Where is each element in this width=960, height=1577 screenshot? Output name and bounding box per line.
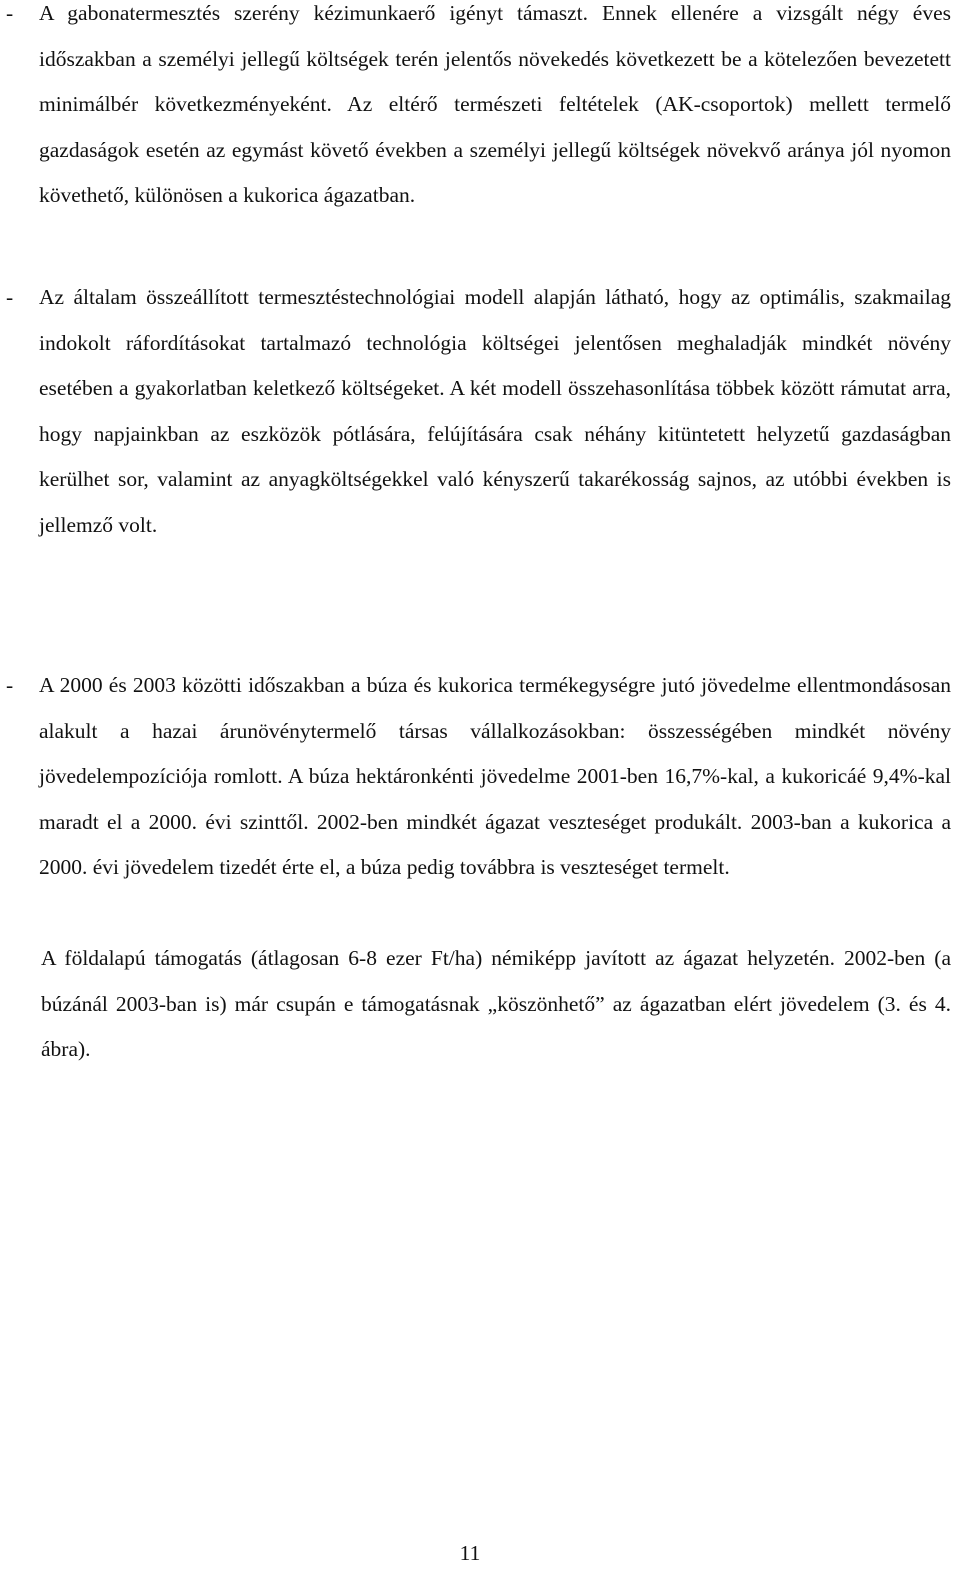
bullet-paragraph: A 2000 és 2003 közötti időszakban a búza és kukorica termékegységre jutó jövedelme ellentmondásosan alakult a hazai árunövénytermelő társas vállalkozásokban: összességében mindkét növény jövedelempozíciója romlott. A búza hektáronkénti jövedelme 2001-ben 16,7%-kal, a kukoricáé 9,4%-kal maradt el a 2000. évi szinttől. 2002-ben mindkét ágazat veszteséget produkált. 2003-ban a kukorica a 2000. évi jövedelem tizedét érte el, a búza pedig továbbra is veszteséget termelt. — [39, 673, 951, 879]
bullet-marker: - — [6, 285, 14, 309]
continuation-paragraph: A földalapú támogatás (átlagosan 6-8 ezer Ft/ha) némiképp javított az ágazat helyzetén. 2002-ben (a búzánál 2003-ban is) már csupán e támogatásnak „köszönhető” az ágazatban elért jövedelem (3. és 4. ábra). — [41, 946, 951, 1061]
bullet-marker: - — [6, 1, 14, 25]
bullet-paragraph: Az általam összeállított termesztéstechnológiai modell alapján látható, hogy az optimális, szakmailag indokolt ráfordításokat tartalmazó technológia költségei jelentősen meghaladják mindkét növény esetében a gyakorlatban keletkező költségeket. A két modell összehasonlítása többek között rámutat arra, hogy napjainkban az eszközök pótlására, felújítására csak néhány kitüntetett helyzetű gazdaságban kerülhet sor, valamint az anyagköltségekkel való kényszerű takarékosság sajnos, az utóbbi években is jellemző volt. — [39, 285, 951, 537]
page-number: 11 — [459, 1541, 481, 1565]
bullet-paragraph: A gabonatermesztés szerény kézimunkaerő igényt támaszt. Ennek ellenére a vizsgált négy éves időszakban a személyi jellegű költségek terén jelentős növekedés következett be a kötelezően bevezetett minimálbér következményeként. Az eltérő természeti feltételek (AK-csoportok) mellett termelő gazdaságok esetén az egymást követő években a személyi jellegű költségek növekvő aránya jól nyomon követhető, különösen a kukorica ágazatban. — [39, 1, 951, 207]
bullet-marker: - — [6, 673, 14, 697]
